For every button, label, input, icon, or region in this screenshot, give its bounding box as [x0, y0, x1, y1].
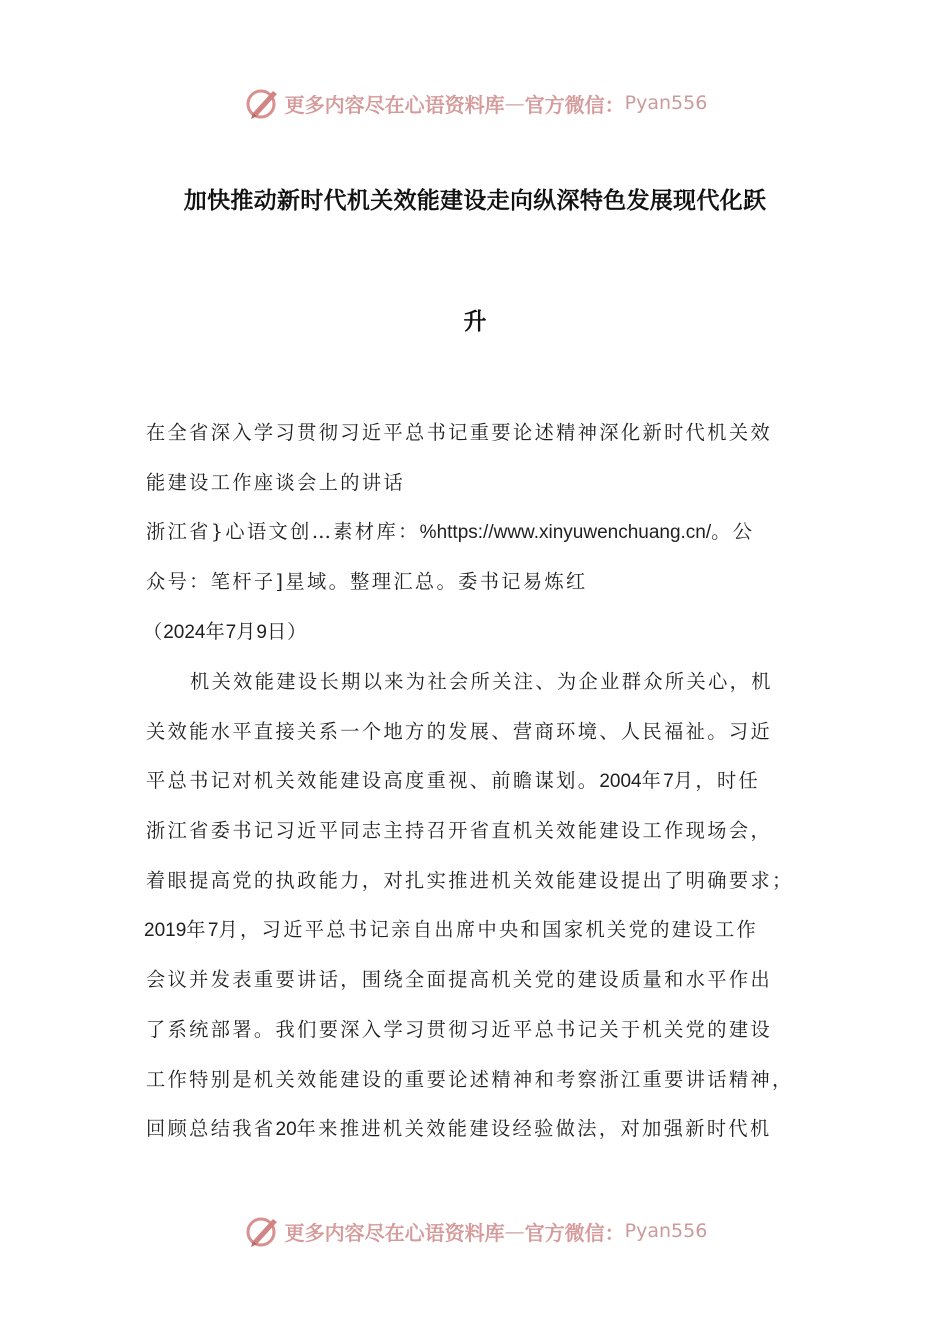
- watermark-wechat-label: 官方微信：: [524, 1220, 625, 1245]
- watermark-account: Pyan556: [624, 1220, 708, 1242]
- body-line-2: 关效能水平直接关系一个地方的发展、营商环境、人民福祉。习近: [146, 720, 773, 743]
- source-prefix: 浙江省}心语文创…素材库：: [146, 520, 420, 543]
- date-open: （: [143, 620, 164, 643]
- body-line-3-text-b: 年: [641, 769, 664, 792]
- body-line-3: [146, 768, 760, 795]
- body-line-3-year: 2004: [599, 771, 642, 792]
- body-line-6-text-a: 年: [186, 918, 208, 941]
- body-line-6-text-b: 月，习近平总书记亲自出席中央和国家机关党的建设工作: [218, 918, 759, 941]
- date-year: 2024: [163, 622, 206, 643]
- date-day-suffix: 日）: [267, 620, 308, 643]
- body-line-4: 浙江省委书记习近平同志主持召开省直机关效能建设工作现场会，: [146, 819, 773, 842]
- date-year-suffix: 年: [205, 620, 226, 643]
- speech-date: [143, 619, 307, 646]
- date-month-suffix: 月: [236, 620, 257, 643]
- source-line-2: 众号：笔杆子]星域。整理汇总。委书记易炼红: [146, 570, 588, 593]
- watermark-promo-text: 更多内容尽在心语资料库: [284, 92, 505, 117]
- watermark-dash: —: [504, 91, 525, 115]
- body-line-6-month: 7: [207, 920, 219, 941]
- source-line-1: [146, 519, 754, 546]
- watermark-banner-bottom: [0, 1211, 950, 1251]
- body-line-3-month: 7: [663, 771, 674, 792]
- body-line-9: 工作特别是机关效能建设的重要论述精神和考察浙江重要讲话精神，: [146, 1068, 794, 1091]
- body-line-3-text-c: 月，时任: [673, 769, 761, 792]
- body-line-7: 会议并发表重要讲话，围绕全面提高机关党的建设质量和水平作出: [146, 968, 773, 991]
- subtitle-line-1: 在全省深入学习贯彻习近平总书记重要论述精神深化新时代机关效: [146, 421, 773, 444]
- pen-circle-logo-icon: [243, 83, 283, 123]
- date-day: 9: [256, 622, 267, 643]
- watermark-account: Pyan556: [624, 92, 708, 114]
- subtitle-line-2: 能建设工作座谈会上的讲话: [146, 471, 406, 494]
- body-line-10-text-b: 年来推进机关效能建设经验做法，对加强新时代机: [296, 1117, 772, 1140]
- watermark-wechat-label: 官方微信：: [524, 92, 625, 117]
- body-line-1: 机关效能建设长期以来为社会所关注、为企业群众所关心，机: [190, 670, 773, 693]
- document-title-line-2: 升: [463, 309, 487, 335]
- source-url: %https://www.xinyuwenchuang.cn/: [419, 522, 712, 543]
- body-line-8: 了系统部署。我们要深入学习贯彻习近平总书记关于机关党的建设: [146, 1018, 773, 1041]
- body-line-10-text-a: 回顾总结我省: [146, 1117, 276, 1140]
- document-title-line-1: 加快推动新时代机关效能建设走向纵深特色发展现代化跃: [183, 188, 767, 214]
- watermark-promo-text: 更多内容尽在心语资料库: [284, 1220, 505, 1245]
- date-month: 7: [225, 622, 237, 643]
- body-line-3-text-a: 平总书记对机关效能建设高度重视、前瞻谋划。: [146, 769, 600, 792]
- watermark-dash: —: [504, 1219, 525, 1243]
- body-line-6-year: 2019: [144, 920, 187, 941]
- watermark-banner-top: [0, 83, 950, 123]
- source-suffix: 。公: [711, 520, 755, 543]
- body-line-10-number: 20: [275, 1119, 297, 1140]
- body-line-5: 着眼提高党的执政能力，对扎实推进机关效能建设提出了明确要求；: [146, 869, 794, 892]
- body-line-10: [146, 1116, 772, 1143]
- body-line-6: [144, 917, 758, 944]
- pen-circle-logo-icon: [243, 1211, 283, 1251]
